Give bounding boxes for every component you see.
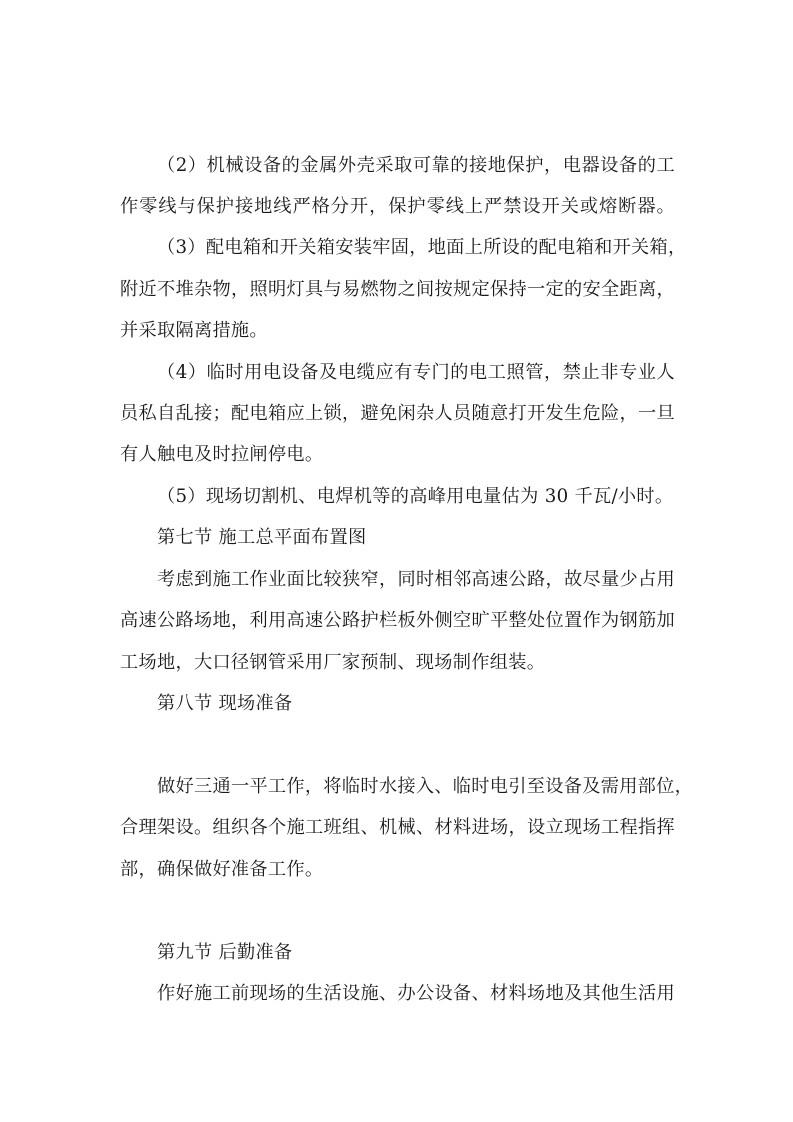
- paragraph-line: 工场地，大口径钢管采用厂家预制、现场制作组装。: [120, 652, 546, 673]
- paragraph-line: 考虑到施工作业面比较狭窄，同时相邻高速公路，故尽量少占用: [157, 569, 675, 590]
- paragraph-line: 做好三通一平工作，将临时水接入、临时电引至设备及需用部位，: [157, 776, 694, 797]
- paragraph-line: 高速公路场地，利用高速公路护栏板外侧空旷平整处位置作为钢筋加: [120, 610, 675, 631]
- section-heading-7: 第七节 施工总平面布置图: [157, 527, 367, 548]
- paragraph-line: 部，确保做好准备工作。: [120, 859, 324, 880]
- paragraph-line: 合理架设。组织各个施工班组、机械、材料进场，设立现场工程指挥: [120, 817, 675, 838]
- paragraph-line: 员私自乱接；配电箱应上锁，避免闲杂人员随意打开发生危险，一旦: [120, 403, 675, 424]
- paragraph-line: 有人触电及时拉闸停电。: [120, 444, 324, 465]
- section-heading-9: 第九节 后勤准备: [157, 942, 293, 963]
- paragraph-line: （5）现场切割机、电焊机等的高峰用电量估为 30 千瓦/小时。: [157, 486, 674, 507]
- paragraph-line: （2）机械设备的金属外壳采取可靠的接地保护，电器设备的工: [157, 155, 675, 176]
- paragraph-line: 并采取隔离措施。: [120, 320, 268, 341]
- paragraph-line: 作零线与保护接地线严格分开，保护零线上严禁设开关或熔断器。: [120, 196, 675, 217]
- paragraph-line: （4）临时用电设备及电缆应有专门的电工照管，禁止非专业人: [157, 362, 675, 383]
- paragraph-line: 附近不堆杂物，照明灯具与易燃物之间按规定保持一定的安全距离，: [120, 279, 675, 300]
- paragraph-line: 作好施工前现场的生活设施、办公设备、材料场地及其他生活用: [157, 983, 675, 1004]
- paragraph-line: （3）配电箱和开关箱安装牢固，地面上所设的配电箱和开关箱，: [157, 237, 687, 258]
- section-heading-8: 第八节 现场准备: [157, 693, 293, 714]
